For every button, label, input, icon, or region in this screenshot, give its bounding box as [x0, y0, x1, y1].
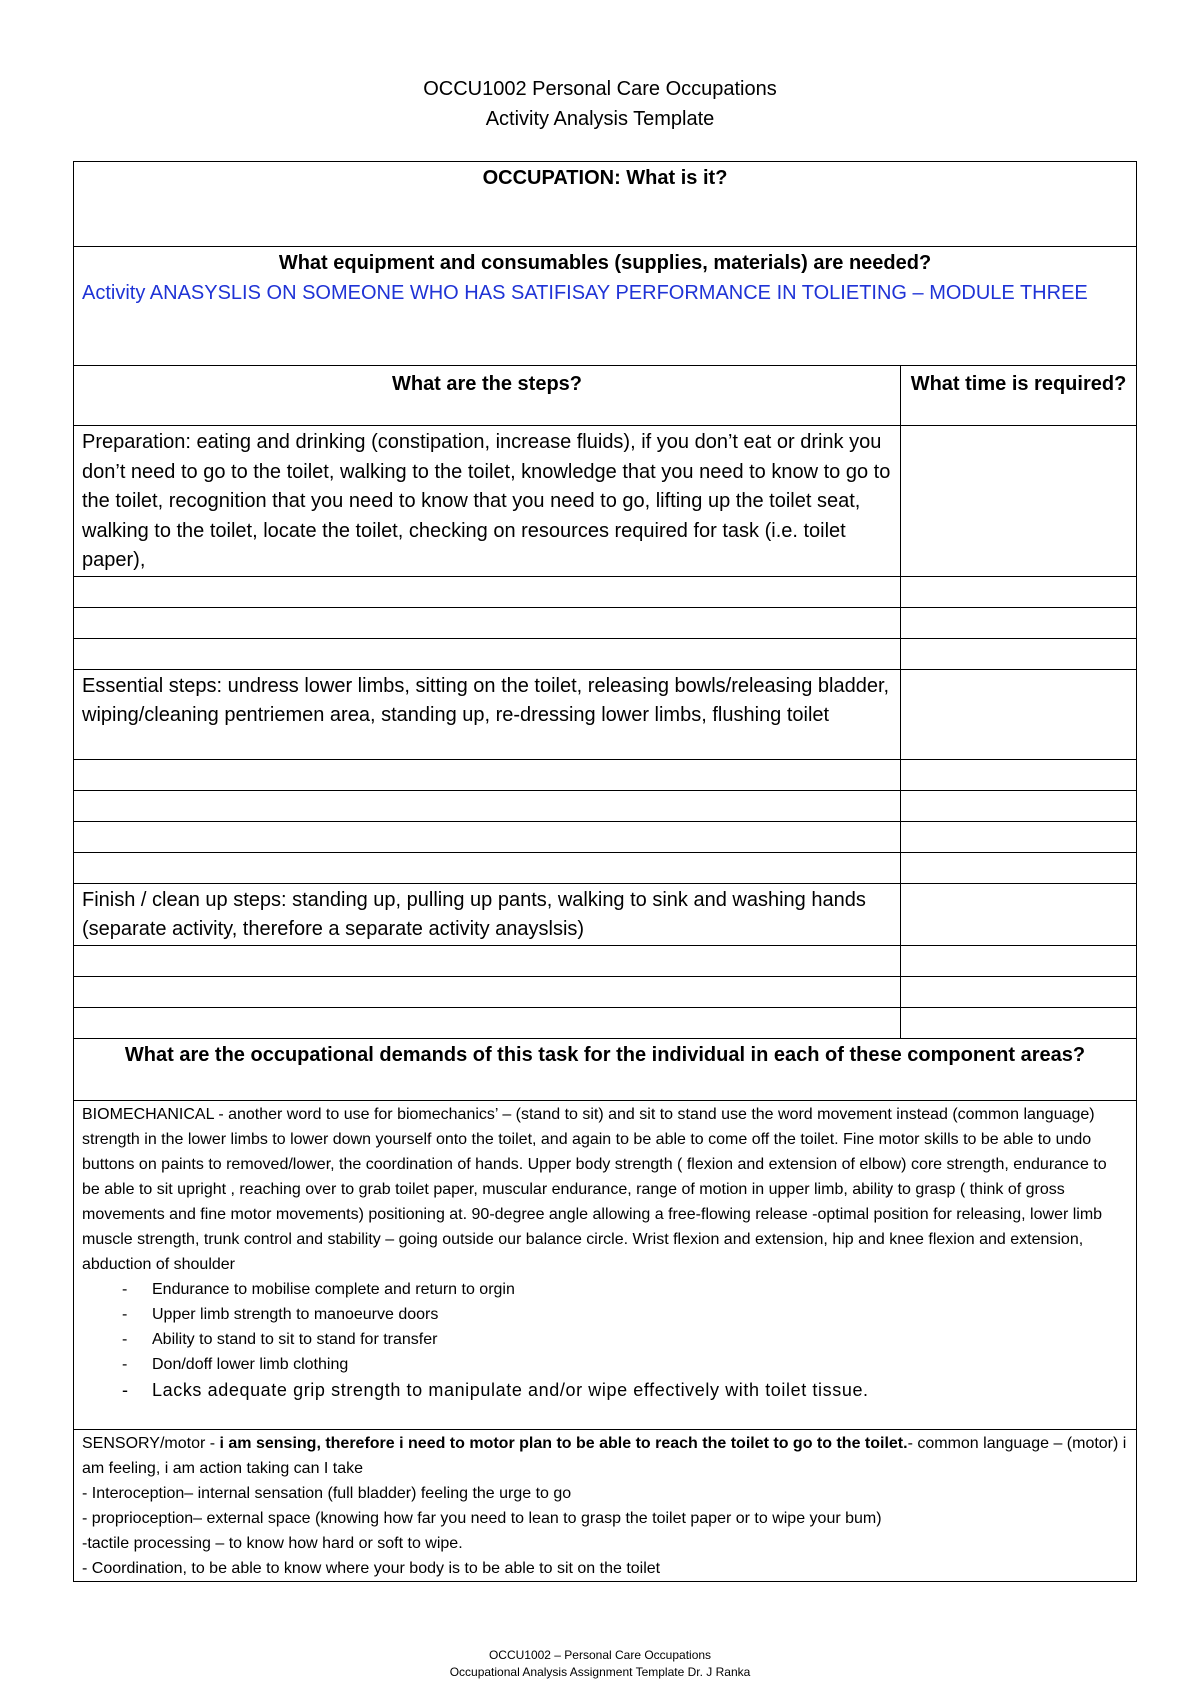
sensory-row	[74, 1429, 1137, 1581]
step-cell[interactable]	[74, 607, 901, 638]
step-row	[74, 669, 1137, 759]
list-item: - Upper limb strength to manoeurve doors	[122, 1302, 1128, 1327]
step-row	[74, 576, 1137, 607]
biomechanical-list	[82, 1277, 1128, 1404]
biomechanical-text: BIOMECHANICAL - another word to use for biomechanics’ – (stand to sit) and sit to stand use the word movement instead (common language) strength in the lower limbs to lower down yourself onto the toilet, and again to be able to come off the toilet. Fine motor skills to be able to undo buttons on paints to removed/lower, the coordination of hands. Upper body strength ( flexion and extension of elbow) core strength, endurance to be able to sit upright , reaching over to grab toilet paper, muscular endurance, range of motion in upper limb, ability to grasp ( think of gross movements and fine motor movements) positioning at. 90-degree angle allowing a free-flowing release -optimal position for releasing, lower limb muscle strength, trunk control and stability – going outside our balance circle. Wrist flexion and extension, hip and knee flexion and extension, abduction of shoulder	[82, 1105, 1107, 1273]
step-row	[74, 821, 1137, 852]
list-item: - Lacks adequate grip strength to manipulate and/or wipe effectively with toilet tissue.	[122, 1377, 1128, 1404]
time-cell[interactable]	[901, 576, 1137, 607]
equipment-cell[interactable]	[74, 247, 1137, 366]
page-footer	[0, 1647, 1200, 1681]
steps-header: What are the steps?	[74, 366, 901, 426]
time-cell[interactable]	[901, 607, 1137, 638]
sensory-line: - Interoception– internal sensation (full bladder) feeling the urge to go	[82, 1484, 572, 1502]
step-cell[interactable]	[74, 638, 901, 669]
step-cell[interactable]	[74, 852, 901, 883]
step-cell[interactable]	[74, 1007, 901, 1038]
sensory-label: SENSORY/motor	[82, 1434, 206, 1452]
equipment-label: What equipment and consumables (supplies, materials) are needed?	[278, 252, 932, 274]
time-cell[interactable]	[901, 790, 1137, 821]
sensory-bold-text: i am sensing, therefore i need to motor plan to be able to reach the toilet to go to the toilet.	[219, 1434, 908, 1452]
time-cell[interactable]	[901, 945, 1137, 976]
demands-heading-row	[74, 1038, 1137, 1100]
list-item: - Ability to stand to sit to stand for transfer	[122, 1327, 1128, 1352]
equipment-row	[74, 247, 1137, 366]
step-row	[74, 790, 1137, 821]
step-row	[74, 759, 1137, 790]
demands-heading: What are the occupational demands of this task for the individual in each of these component areas?	[74, 1038, 1137, 1100]
time-cell[interactable]	[901, 669, 1137, 759]
step-row	[74, 883, 1137, 945]
time-header: What time is required?	[901, 366, 1137, 426]
steps-header-row	[74, 366, 1137, 426]
time-cell[interactable]	[901, 426, 1137, 577]
step-row	[74, 638, 1137, 669]
time-cell[interactable]	[901, 976, 1137, 1007]
occupation-cell[interactable]	[74, 162, 1137, 247]
time-cell[interactable]	[901, 852, 1137, 883]
time-cell[interactable]	[901, 883, 1137, 945]
sensory-cell[interactable]	[74, 1429, 1137, 1581]
sensory-intro: SENSORY/motor - i am sensing, therefore i need to motor plan to be able to reach the toilet to go to the toilet.- common language – (motor) i am feeling, i am action taking can I take	[82, 1434, 1127, 1477]
footer-template: Occupational Analysis Assignment Template Dr. J Ranka	[449, 1665, 751, 1679]
document-title	[0, 74, 1200, 134]
sensory-line: -tactile processing – to know how hard or soft to wipe.	[82, 1534, 463, 1552]
step-cell[interactable]	[74, 790, 901, 821]
preparation-steps[interactable]: Preparation: eating and drinking (constipation, increase fluids), if you don’t eat or drink you don’t need to go to the toilet, walking to the toilet, knowledge that you need to know to go to the toilet, recognition that you need to know that you need to go, lifting up the toilet seat, walking to the toilet, locate the toilet, checking on resources required for task (i.e. toilet paper),	[74, 426, 901, 577]
time-cell[interactable]	[901, 638, 1137, 669]
course-title: OCCU1002 Personal Care Occupations	[423, 78, 777, 100]
step-cell[interactable]	[74, 976, 901, 1007]
biomechanical-cell[interactable]	[74, 1100, 1137, 1429]
sensory-line: - proprioception– external space (knowing how far you need to lean to grasp the toilet paper or to wipe your bum)	[82, 1509, 882, 1527]
occupation-row	[74, 162, 1137, 247]
time-cell[interactable]	[901, 759, 1137, 790]
step-cell[interactable]	[74, 821, 901, 852]
list-item: - Don/doff lower limb clothing	[122, 1352, 1128, 1377]
biomechanical-row	[74, 1100, 1137, 1429]
activity-analysis-table	[73, 161, 1137, 1582]
step-row	[74, 1007, 1137, 1038]
step-row	[74, 852, 1137, 883]
time-cell[interactable]	[901, 821, 1137, 852]
sensory-line: - Coordination, to be able to know where your body is to be able to sit on the toilet	[82, 1559, 661, 1577]
step-row	[74, 945, 1137, 976]
essential-steps[interactable]: Essential steps: undress lower limbs, sitting on the toilet, releasing bowls/releasing bladder, wiping/cleaning pentriemen area, standing up, re-dressing lower limbs, flushing toilet	[74, 669, 901, 759]
finish-steps[interactable]: Finish / clean up steps: standing up, pulling up pants, walking to sink and washing hands (separate activity, therefore a separate activity anayslsis)	[74, 883, 901, 945]
equipment-answer: Activity ANASYSLIS ON SOMEONE WHO HAS SATIFISAY PERFORMANCE IN TOLIETING – MODULE THREE	[82, 282, 1088, 304]
step-row	[74, 426, 1137, 577]
step-cell[interactable]	[74, 576, 901, 607]
step-row	[74, 976, 1137, 1007]
template-title: Activity Analysis Template	[485, 108, 715, 130]
list-item: - Endurance to mobilise complete and return to orgin	[122, 1277, 1128, 1302]
time-cell[interactable]	[901, 1007, 1137, 1038]
occupation-label: OCCUPATION: What is it?	[482, 167, 728, 189]
step-cell[interactable]	[74, 759, 901, 790]
step-row	[74, 607, 1137, 638]
step-cell[interactable]	[74, 945, 901, 976]
footer-course: OCCU1002 – Personal Care Occupations	[488, 1648, 712, 1662]
